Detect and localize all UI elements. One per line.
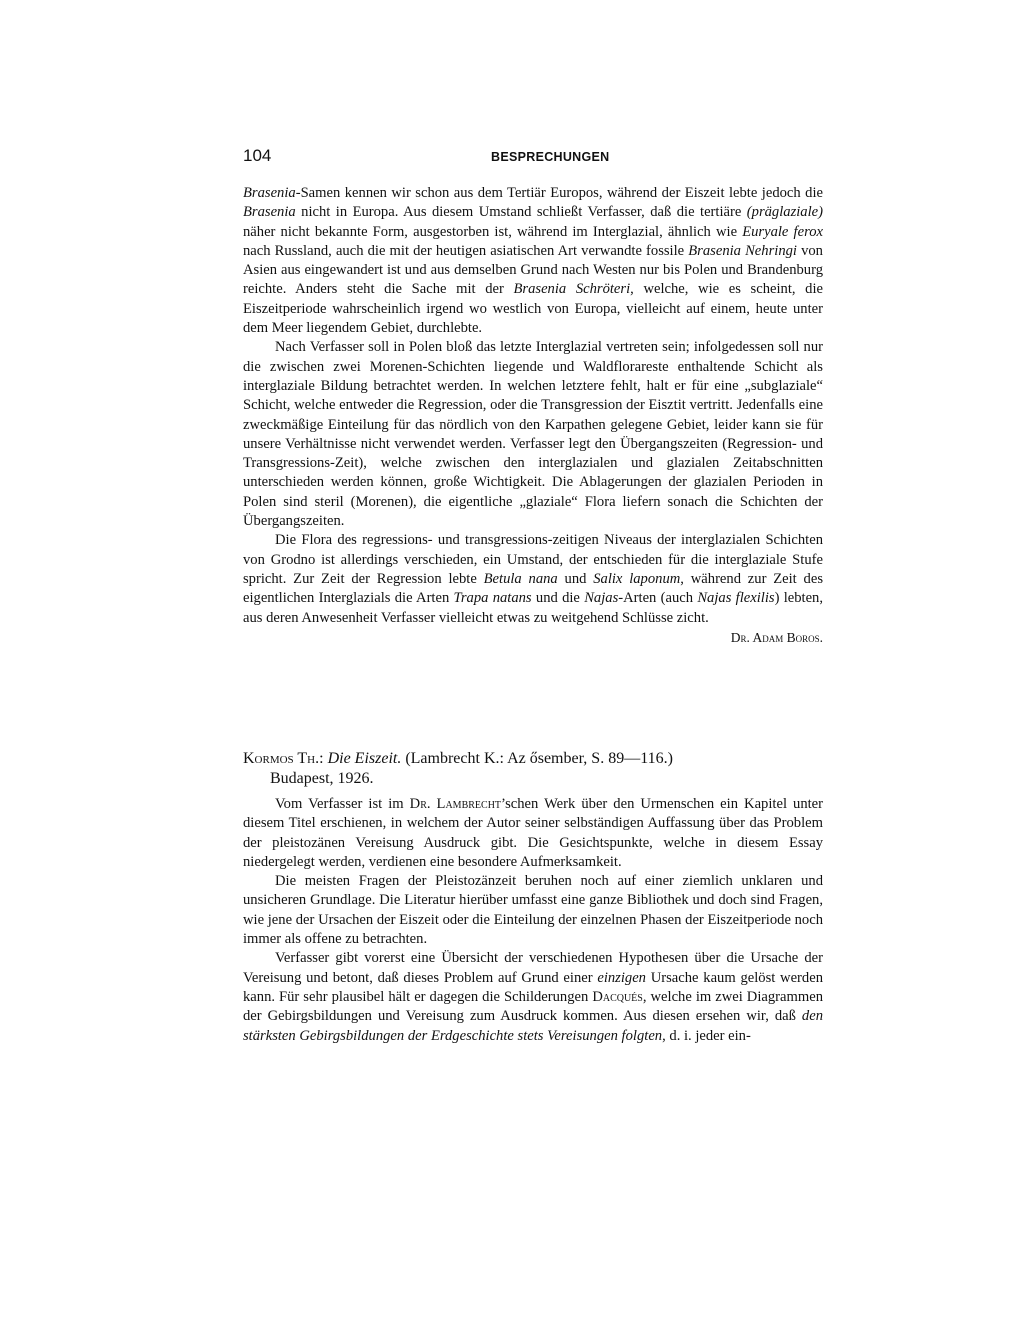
emphasis: einzigen: [597, 969, 646, 986]
species-name: Euryale ferox: [742, 223, 823, 240]
review-brasenia: [243, 184, 823, 647]
species-name: Brasenia Schröteri: [513, 281, 631, 298]
reviewer-signature: Dr. Adam Boros.: [730, 629, 823, 645]
species-name: Betula nana: [483, 570, 558, 587]
author: Kormos Th.:: [243, 750, 328, 767]
species-name: Najas: [584, 590, 619, 607]
emphasis: den stärksten Gebirgsbildungen der Erdgeschichte stets Vereisungen folgten: [243, 1008, 823, 1044]
running-title: BESPRECHUNGEN: [491, 150, 610, 164]
person-name: Dacqués: [592, 988, 643, 1005]
paragraph: Verfasser gibt vorerst eine Übersicht der verschiedenen Hypothesen über die Ursache der Vereisung und betont, daß dieses Problem auf Grund einer einzigen Ursache kaum gelöst werden kann. Für sehr plausibel hält er dagegen die Schilderungen Dacqués, welche im zwei Diagrammen der Gebirgsbildungen und Vereisung zum Ausdruck kommen. Aus diesen ersehen wir, daß den stärksten Gebirgsbildungen der Erdgeschichte stets Vereisungen folgten, d. i. jeder ein-: [243, 950, 823, 1044]
species-name: Salix laponum: [593, 570, 681, 587]
page-header: [243, 146, 823, 168]
paragraph: Die Flora des regressions- und transgressions-zeitigen Niveaus der interglazialen Schichten von Grodno ist allerdings verschieden, ein Umstand, der entschieden für die interglaziale Stufe spricht. Zur Zeit der Regression lebte Betula nana und Salix laponum, während zur Zeit des eigentlichen Interglazials die Arten Trapa natans und die Najas-Arten (auch Najas flexilis) lebten, aus deren Anwesenheit Verfasser vielleicht etwas zu weitgehend Schlüsse zicht.: [243, 532, 824, 626]
person-name: Dr. Lambrecht: [409, 796, 502, 812]
review-heading: [243, 749, 823, 789]
term: (präglaziale): [746, 204, 823, 221]
species-name: Najas flexilis: [697, 590, 775, 607]
species-name: Brasenia: [243, 204, 296, 221]
paragraph: Die meisten Fragen der Pleistozänzeit beruhen noch auf einer ziemlich unklaren und unsicheren Grundlage. Die Literatur hierüber umfasst eine ganze Bibliothek und doch sind Fragen, wie jene der Ursachen der Eiszeit oder die Einteilung der einzelnen Phasen der Eiszeitperiode noch immer als offene zu betrachten.: [243, 873, 823, 948]
book-title: Die Eiszeit.: [327, 750, 402, 767]
species-name: Brasenia Nehringi: [688, 242, 797, 259]
source: (Lambrecht K.: Az ősember, S. 89—116.): [401, 750, 673, 767]
page-number: 104: [243, 146, 272, 165]
paragraph: Nach Verfasser soll in Polen bloß das letzte Interglazial vertreten sein; infolgedessen soll nur die zwischen zwei Morenen-Schichten liegende und Waldflorareste enthaltende Schicht als interglaziale Bildung betrachtet werden. In welchen letztere fehlt, halt er für eine „subglaziale“ Schicht, welche entweder die Regression, oder die Transgression der Eisztit vertritt. Jedenfalls eine zweckmäßige Einteilung für das nördlich von den Karpathen gelegene Gebiet, leider kann sie für unsere Verhältnisse nicht verwendet werden. Verfasser legt den Übergangszeiten (Regression- und Transgressions-Zeit), welche zwischen den interglazialen und glazialen Zeitabschnitten unterschieden werden können, große Wichtigkeit. Die Ablagerungen der glazialen Perioden in Polen sind steril (Morenen), die eigentliche „glaziale“ Flora liefern sonach die Schichten der Übergangszeiten.: [243, 339, 823, 530]
paragraph: Brasenia-Samen kennen wir schon aus dem Tertiär Europos, während der Eiszeit lebte jedoch die Brasenia nicht in Europa. Aus diesem Umstand schließt Verfasser, daß die tertiäre (präglaziale) näher nicht bekannte Form, ausgestorben ist, während im Interglazial, ähnlich wie Euryale ferox nach Russland, auch die mit der heutigen asiatischen Art verwandte fossile Brasenia Nehringi von Asien aus eingewandert ist und aus demselben Grund nach Westen nur bis Polen und Brandenburg reichte. Anders steht die Sache mit der Brasenia Schröteri, welche, wie es scheint, die Eiszeitperiode wahrscheinlich irgend wo westlich von Europa, vielleicht auf einem, heute unter dem Meer liegendem Gebiet, durchlebte.: [243, 185, 824, 337]
publication-place: Budapest, 1926.: [270, 770, 374, 787]
paragraph: Vom Verfasser ist im Dr. Lambrecht’schen Werk über den Urmenschen ein Kapitel unter diesem Titel erschienen, in welchem der Autor seiner selbständigen Auffassung über das Problem der pleistozänen Vereisung Ausdruck gibt. Die Gesichtspunkte, welche in diesem Essay niedergelegt werden, verdienen eine besondere Aufmerksamkeit.: [243, 796, 824, 870]
species-name: Brasenia: [243, 185, 296, 201]
species-name: Trapa natans: [453, 590, 532, 607]
review-eiszeit: [243, 795, 823, 1046]
